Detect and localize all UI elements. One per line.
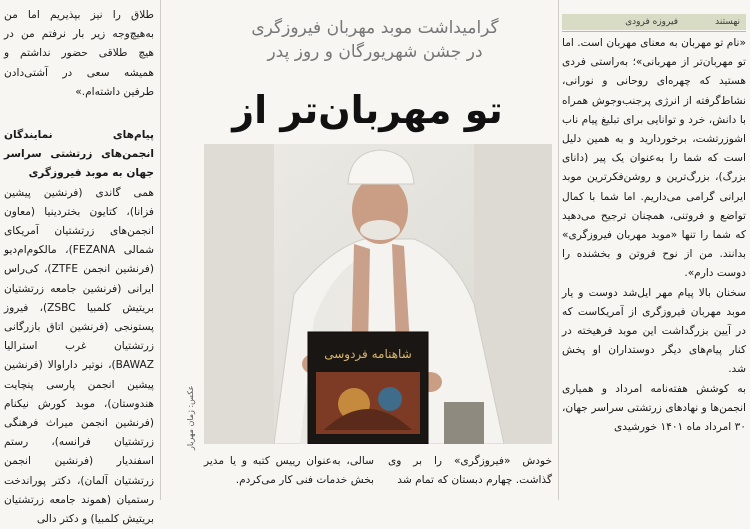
kicker-line-1: گرامیداشت موبد مهربان فیروزگری bbox=[251, 18, 499, 38]
photo-credit-text: عکس: ژمان مهریار bbox=[186, 385, 195, 450]
section-label: نهستند bbox=[715, 17, 740, 27]
left-column bbox=[4, 6, 154, 529]
section-bar bbox=[562, 14, 746, 30]
photo-illustration bbox=[204, 144, 552, 444]
left-paragraph: طلاق را نیز بپذیریم اما من به‌هیچ‌وجه زیر بار نرفتم من در هیچ طلاقی حضور نداشتم و همیشه سعی در آشتی‌دادن طرفین داشته‌ام.» bbox=[4, 9, 154, 98]
kicker-line-2: در جشن شهریورگان و روز پدر bbox=[267, 42, 483, 62]
author-byline: فیروزه فرودی bbox=[625, 17, 678, 27]
section-rule bbox=[562, 31, 746, 32]
book-title: شاهنامه فردوسی bbox=[324, 347, 412, 361]
article-text-bottom-2: سالی، به‌عنوان رییس کتبه و یا مدیر بخش خدمات فنی کار می‌کردم. bbox=[204, 455, 374, 486]
article-text-bottom-1: خودش «فیروزگری» را بر وی گذاشت. چهارم دبستان که تمام شد bbox=[388, 455, 552, 486]
column-divider-left bbox=[160, 0, 161, 500]
right-paragraph-1: «نام تو مهربان به معنای مهربان است. اما تو مهربان‌تر از مهربانی»؛ به‌راستی فردی هستید که چهره‌ای روحانی و نورانی، نشاط‌گرفته از انرژی پرجنب‌وجوش همراه با دانش، خرد و توانایی برای تبلیغ پیام ناب اشوزرتشت، برخوردارید و به همین دلیل است که شما را به‌عنوان یک پیر (دانای بزرگ)، بزرگ‌ترین و روشن‌فکرترین موبد ایرانی گرامی می‌داریم. اما شما با کمال تواضع و فروتنی، همچنان ترجیح می‌دهید که شما را تنها «موبد مهربان فیروزگری» بدانند. من از نوح فروتن و بخشنده را دوست دارم». bbox=[562, 37, 746, 280]
article-headline: تو مهربان‌تر از bbox=[232, 88, 503, 132]
messages-subheading: پیام‌های نمایندگان انجمن‌های زرتشتی سراسر جهان به موبد فیروزگری bbox=[4, 129, 154, 180]
messages-body: همی گاندی (فرنشین پیشین فزانا)، کتایون بختردینیا (معاون انجمن‌های زرتشتیان آمریکای شمالی FEZANA)، مالکوم‌ام‌دیو (فرنشین انجمن ZTFE)، کی‌راس ایرانی (فرنشین جامعه زرتشتیان بریتیش کلمبیا ZSBC)، فیروز پستونجی (فرنشین اتاق بازرگانی زرتشتیان غرب استرالیا BAWAZ)، نوتیر داراوالا (فرنشین پیشین انجمن پارسی پنچایت هندوستان)، موبد کورش نیکنام (فرنشین انجمن میراث فرهنگی زرتشتیان فرانسه)، رستم اسفندیار (فرنشین انجمن زرتشتیان آلمان)، دکتر پوراندخت رستمیان (هموند جامعه زرتشتیان بریتیش کلمبیا) و دکتر دالی bbox=[4, 186, 155, 526]
right-paragraph-2: سخنان بالا پیام مهر ایل‌شد دوست و یار موبد مهربان فیروزگری از آمریکاست که در آیین بزرگداشت این موبد فرهیخته در کنار پیام‌های دیگر دوستداران او پخش شد. bbox=[562, 286, 746, 376]
article-kicker bbox=[190, 16, 560, 64]
article-photo bbox=[204, 144, 552, 444]
left-paragraph-messages bbox=[4, 126, 154, 529]
column-divider-right bbox=[558, 0, 559, 500]
right-paragraph-3: به کوشش هفته‌نامه امرداد و همیاری انجمن‌ها و نهادهای زرتشتی سراسر جهان، ۳۰ امرداد ماه ۱۴۰۱ خورشیدی bbox=[562, 382, 746, 434]
photo-credit bbox=[186, 360, 200, 450]
right-column bbox=[562, 34, 746, 437]
